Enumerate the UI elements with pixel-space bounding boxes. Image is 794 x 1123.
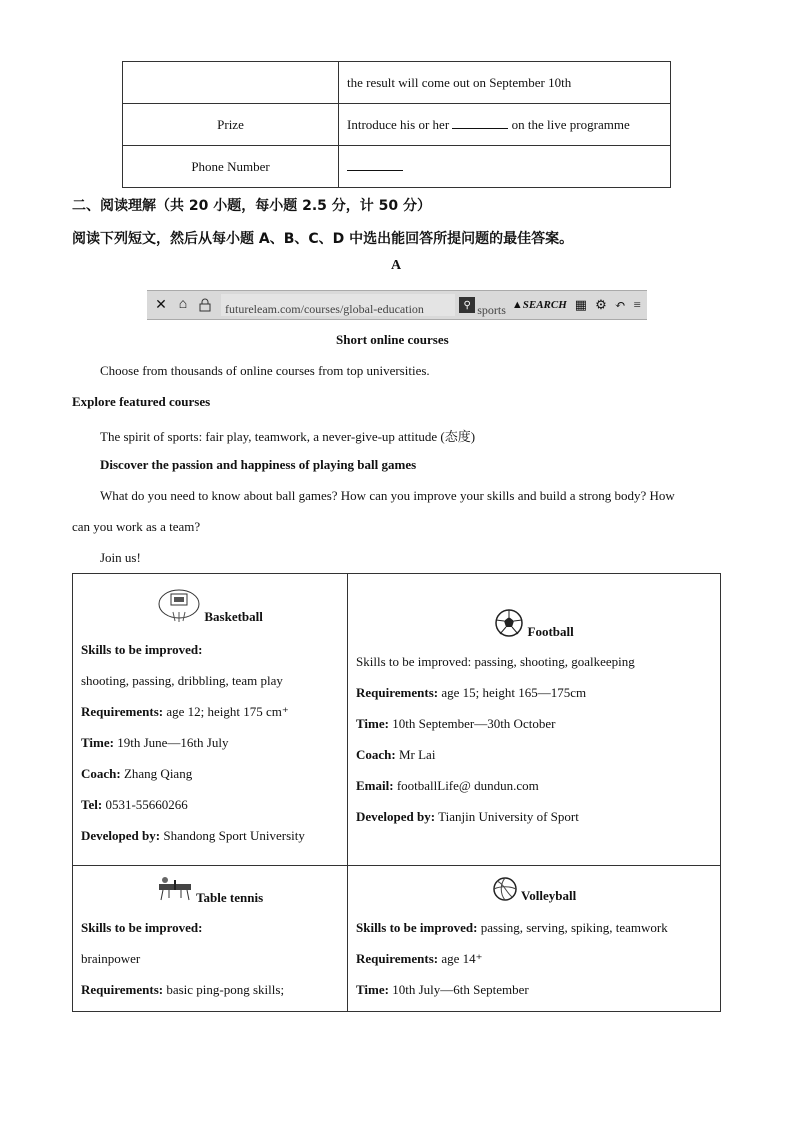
volleyball-title: Volleyball [521,887,577,903]
volleyball-cell [348,866,721,1012]
basketball-requirements [81,696,339,727]
label: Email: [356,778,394,793]
volleyball-icon [492,876,518,906]
home-icon[interactable]: ⌂ [178,297,188,312]
football-email [356,770,712,801]
address-bar[interactable]: futureleam.com/courses/global-education [221,294,455,316]
label: Requirements: [81,704,164,719]
table-cell [339,104,671,146]
value: Mr Lai [398,747,436,762]
value: Shandong Sport University [163,828,305,843]
table-tennis-icon [157,876,193,906]
basketball-header [81,588,339,634]
label: Developed by: [81,828,161,843]
menu-icon[interactable]: ≡ [633,297,641,312]
value: 10th September—30th October [392,716,556,731]
label: Time: [356,716,389,731]
label: Developed by: [356,809,436,824]
football-requirements [356,677,712,708]
table-row [73,574,721,866]
label: Time: [356,982,389,997]
table-row [123,62,671,104]
label: Time: [81,735,114,750]
basketball-coach [81,758,339,789]
table-tennis-title: Table tennis [196,889,264,905]
search-button-label: SEARCH [522,299,567,311]
value: basic ping-pong skills; [166,982,285,997]
value: age 14⁺ [441,951,483,966]
browser-toolbar [147,290,647,320]
football-time [356,708,712,739]
basketball-icon [157,588,201,628]
football-skills: Skills to be improved: passing, shooting, goalkeeping [356,654,635,669]
discover-line: Discover the passion and happiness of playing ball games [100,457,417,472]
value: footballLife@ dundun.com [396,778,539,793]
basketball-cell [73,574,348,866]
join-line: Join us! [100,550,141,565]
basketball-time [81,727,339,758]
football-icon [494,608,524,642]
football-coach [356,739,712,770]
value: age 12; height 175 cm⁺ [166,704,289,719]
article-title: Short online courses [336,332,449,347]
volleyball-skills [356,912,712,943]
football-header [356,608,712,646]
table-tennis-cell [73,866,348,1012]
label: Coach: [356,747,396,762]
value: 10th July—6th September [392,982,529,997]
courses-table [72,573,721,1012]
basketball-skills: shooting, passing, dribbling, team play [81,673,283,688]
table-cell: the result will come out on September 10th [339,62,671,104]
football-title: Football [527,623,574,639]
entry-form-table [122,61,671,188]
basketball-title: Basketball [204,608,263,624]
question-line-2: can you work as a team? [72,519,201,534]
value: 19th June—16th July [117,735,229,750]
basketball-tel [81,789,339,820]
section-heading: 二、阅读理解（共 20 小题，每小题 2.5 分，计 50 分） [72,198,432,214]
section-instruction: 阅读下列短文，然后从每小题 A、B、C、D 中选出能回答所提问题的最佳答案。 [72,231,574,247]
basketball-developer [81,820,339,851]
label: Tel: [81,797,103,812]
table-tennis-header [81,876,339,912]
value: age 15; height 165—175cm [441,685,587,700]
label: Requirements: [356,685,439,700]
table-row [73,866,721,1012]
football-cell [348,574,721,866]
table-tennis-requirements [81,974,339,1005]
settings-icon[interactable]: ⚙ [595,297,607,312]
answer-blank [347,158,403,171]
volleyball-time [356,974,712,1005]
football-developer [356,801,712,832]
value: Zhang Qiang [123,766,193,781]
article-intro: Choose from thousands of online courses from top universities. [100,363,430,378]
answer-blank [452,116,508,129]
volleyball-requirements [356,943,712,974]
lock-icon [197,297,213,313]
value: Tianjin University of Sport [438,809,579,824]
featured-heading: Explore featured courses [72,394,211,409]
search-icon[interactable]: ⚲ [459,297,475,313]
label: Requirements: [356,951,439,966]
prize-text-before: Introduce his or her [347,117,450,132]
value: 0531-55660266 [105,797,188,812]
label: Coach: [81,766,121,781]
basketball-skills-label: Skills to be improved: [81,642,203,657]
back-icon[interactable]: ↶ [614,297,626,312]
label: Requirements: [81,982,164,997]
table-row [123,146,671,188]
spirit-line: The spirit of sports: fair play, teamwork, a never-give-up attitude (态度) [100,429,476,444]
table-cell [339,146,671,188]
search-input[interactable]: sports [477,302,506,317]
passage-letter: A [391,258,402,273]
table-cell: Phone Number [123,146,339,188]
table-tennis-skills: brainpower [81,951,141,966]
grid-icon[interactable]: ▦ [574,297,588,312]
table-row [123,104,671,146]
label: Skills to be improved: [356,920,478,935]
table-tennis-skills-label: Skills to be improved: [81,920,203,935]
value: passing, serving, spiking, teamwork [480,920,668,935]
table-cell: Prize [123,104,339,146]
prize-text-after: on the live programme [511,117,630,132]
search-button[interactable]: ▲SEARCH [511,299,567,311]
volleyball-header [356,876,712,912]
table-cell [123,62,339,104]
question-line-1: What do you need to know about ball games? How can you improve your skills and build a strong body? How [100,488,675,503]
close-icon[interactable]: ✕ [155,297,167,313]
